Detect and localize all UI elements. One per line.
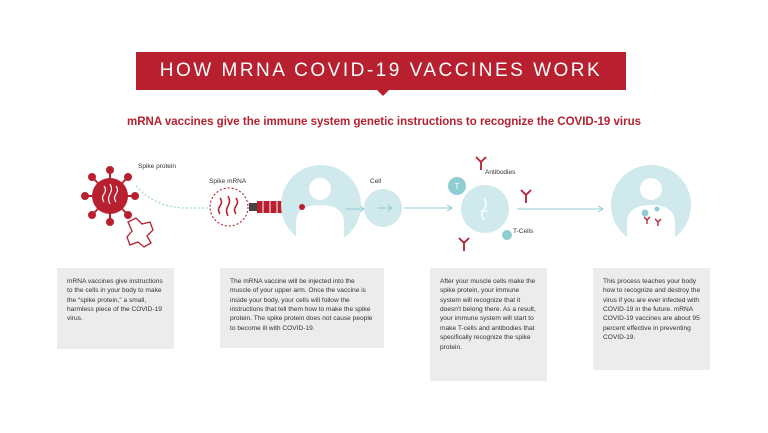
cell-label: Cell (370, 178, 382, 185)
spike-mrna-label: Spike mRNA (209, 178, 247, 185)
t-cell-label: T (454, 182, 460, 191)
step-2-description: The mRNA vaccine will be injected into the muscle of your upper arm. Once the vaccine is inside your body, your cells will follow the instructions that tell them how to make the spike protein. The spike protein does not cause people to become ill with COVID-19. (220, 268, 384, 348)
dotted-connector (136, 186, 208, 208)
spike-protein-label: Spike protein (138, 163, 176, 170)
antibody-icon (521, 190, 531, 203)
arrow-icon (404, 205, 452, 211)
arrow-icon (517, 206, 603, 212)
t-cells-label: T-Cells (513, 228, 534, 235)
protected-person-icon (611, 165, 691, 245)
antibody-icon (459, 238, 469, 251)
page-subtitle: mRNA vaccines give the immune system genetic instructions to recognize the COVID-19 virus (126, 116, 642, 128)
page-title: HOW MRNA COVID-19 VACCINES WORK (159, 60, 603, 81)
spike-protein-icon (127, 218, 153, 247)
t-cell-small-icon (502, 230, 512, 240)
person-icon (281, 165, 361, 245)
mrna-icon (210, 188, 248, 226)
step-1-description: mRNA vaccines give instructions to the cells in your body to make the “spike protein,” a small, harmless piece of the COVID-19 virus. (57, 268, 174, 349)
step-3-description: After your muscle cells make the spike protein, your immune system will recognize that it doesn't belong there. As a result, your immune system will start to make T-cells and antibodies that specifically recognize the spike protein. (430, 268, 547, 381)
virus-icon (82, 167, 138, 225)
antibodies-label: Antibodies (485, 169, 516, 176)
step-4-description: This process teaches your body how to recognize and destroy the virus if you are ever infected with COVID-19 in the future. mRNA COVID-19 vaccines are about 95 percent effective in preventing COVID-19. (593, 268, 710, 370)
immune-cell-icon (461, 185, 509, 233)
